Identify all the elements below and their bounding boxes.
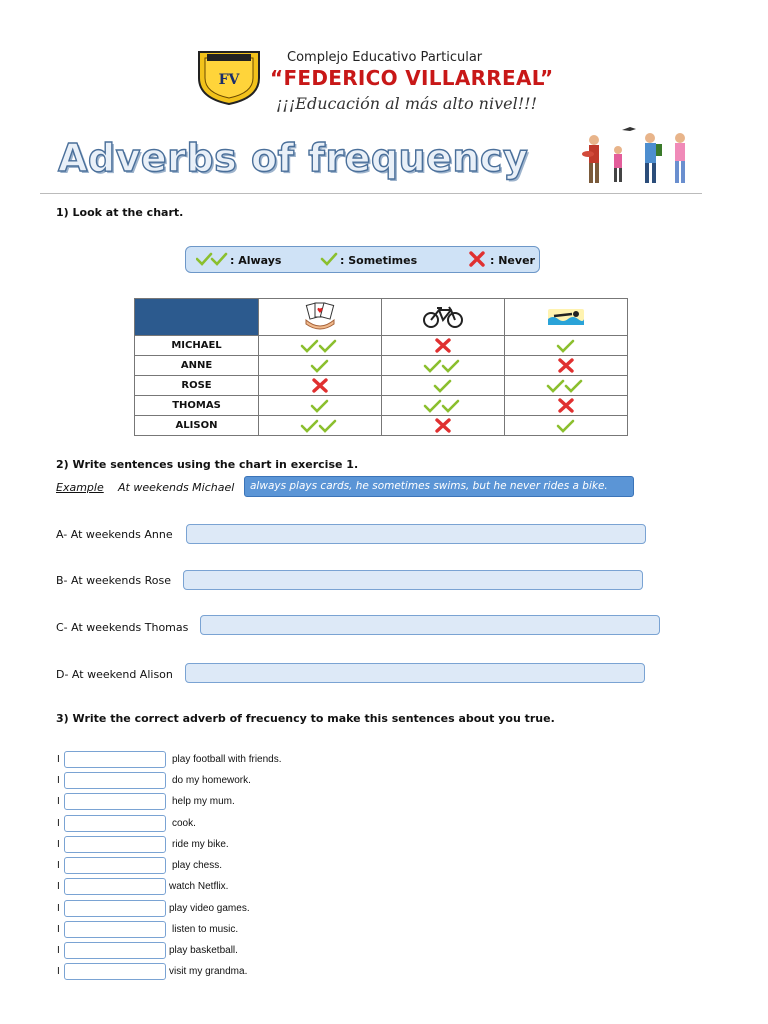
school-subtitle: Complejo Educativo Particular	[287, 50, 483, 65]
chart-header-corner	[135, 299, 259, 336]
pronoun-label: I	[57, 775, 60, 786]
item-d-label: D- At weekend Alison	[56, 668, 173, 681]
chart-cell-sometimes	[505, 416, 628, 436]
svg-text:♥: ♥	[316, 307, 324, 315]
cross-icon	[468, 250, 486, 268]
chart-row	[135, 396, 628, 416]
double-check-icon	[300, 338, 340, 354]
chart-cell-sometimes	[382, 376, 505, 396]
chart-cell-always	[259, 416, 382, 436]
double-check-icon	[423, 358, 463, 374]
chart-row	[135, 416, 628, 436]
sentence-ending: visit my grandma.	[169, 966, 248, 977]
cross-icon	[434, 337, 452, 354]
sentence-ending: cook.	[172, 818, 196, 829]
pronoun-label: I	[57, 966, 60, 977]
adverb-answer-field[interactable]	[64, 772, 166, 789]
sentence-ending: help my mum.	[172, 796, 235, 807]
chart-row	[135, 376, 628, 396]
double-check-icon	[423, 398, 463, 414]
header-divider	[40, 193, 702, 194]
check-icon	[433, 378, 453, 394]
cross-icon	[434, 417, 452, 434]
sentence-ending: ride my bike.	[172, 839, 229, 850]
cards-icon	[300, 302, 340, 332]
school-logo	[195, 48, 263, 106]
chart-row-name: ANNE	[135, 356, 259, 376]
pronoun-label: I	[57, 945, 60, 956]
chart-row	[135, 356, 628, 376]
check-icon	[556, 418, 576, 434]
school-name: “FEDERICO VILLARREAL”	[270, 66, 554, 90]
pronoun-label: I	[57, 818, 60, 829]
chart-cell-always	[259, 336, 382, 356]
pronoun-label: I	[57, 839, 60, 850]
sentence-ending: play football with friends.	[172, 754, 282, 765]
item-b-label: B- At weekends Rose	[56, 574, 171, 587]
chart-cell-always	[382, 356, 505, 376]
chart-row-name: ROSE	[135, 376, 259, 396]
chart-cell-sometimes	[259, 396, 382, 416]
chart-header-swimming	[505, 299, 628, 336]
chart-row-name: THOMAS	[135, 396, 259, 416]
chart-cell-always	[382, 396, 505, 416]
chart-cell-never	[382, 336, 505, 356]
chart-header-cards	[259, 299, 382, 336]
adverb-answer-field[interactable]	[64, 793, 166, 810]
sentence-ending: do my homework.	[172, 775, 251, 786]
legend-sometimes: : Sometimes	[340, 254, 418, 267]
adverb-answer-field[interactable]	[64, 878, 166, 895]
pronoun-label: I	[57, 903, 60, 914]
chart-cell-never	[505, 356, 628, 376]
item-c-label: C- At weekends Thomas	[56, 621, 189, 634]
adverb-answer-field[interactable]	[64, 751, 166, 768]
double-check-icon	[300, 418, 340, 434]
adverb-answer-field[interactable]	[64, 815, 166, 832]
pronoun-label: I	[57, 860, 60, 871]
check-icon	[320, 251, 338, 267]
chart-row	[135, 336, 628, 356]
sentence-ending: listen to music.	[172, 924, 239, 935]
pronoun-label: I	[57, 754, 60, 765]
svg-text:FV: FV	[218, 72, 240, 88]
adverb-answer-field[interactable]	[64, 921, 166, 938]
sentence-ending: play chess.	[172, 860, 223, 871]
example-intro: At weekends Michael	[118, 481, 235, 494]
school-motto: ¡¡¡Educación al más alto nivel!!!	[276, 94, 538, 113]
cross-icon	[311, 377, 329, 394]
item-c-answer-field[interactable]	[200, 615, 660, 635]
chart-cell-always	[505, 376, 628, 396]
legend-always: : Always	[230, 254, 282, 267]
item-d-answer-field[interactable]	[185, 663, 645, 683]
adverb-answer-field[interactable]	[64, 900, 166, 917]
bicycle-icon	[421, 304, 465, 330]
pronoun-label: I	[57, 881, 60, 892]
chart-legend	[185, 246, 540, 273]
swimming-icon	[544, 305, 588, 329]
chart-cell-sometimes	[259, 356, 382, 376]
item-a-label: A- At weekends Anne	[56, 528, 173, 541]
double-check-icon	[196, 251, 230, 267]
cross-icon	[557, 357, 575, 374]
frequency-chart	[134, 298, 628, 436]
chart-cell-never	[382, 416, 505, 436]
check-icon	[310, 398, 330, 414]
people-illustration	[580, 124, 700, 188]
page-title: Adverbs of frequency	[58, 136, 529, 180]
sentence-ending: play basketball.	[169, 945, 238, 956]
chart-cell-never	[259, 376, 382, 396]
example-label: Example	[56, 481, 104, 494]
part1-instruction: 1) Look at the chart.	[56, 206, 184, 219]
chart-row-name: ALISON	[135, 416, 259, 436]
item-a-answer-field[interactable]	[186, 524, 646, 544]
chart-header-bicycle	[382, 299, 505, 336]
adverb-answer-field[interactable]	[64, 963, 166, 980]
adverb-answer-field[interactable]	[64, 857, 166, 874]
part3-instruction: 3) Write the correct adverb of frecuency to make this sentences about you true.	[56, 712, 555, 725]
item-b-answer-field[interactable]	[183, 570, 643, 590]
cross-icon	[557, 397, 575, 414]
check-icon	[310, 358, 330, 374]
check-icon	[556, 338, 576, 354]
part2-instruction: 2) Write sentences using the chart in exercise 1.	[56, 458, 359, 471]
adverb-answer-field[interactable]	[64, 942, 166, 959]
legend-never: : Never	[490, 254, 535, 267]
chart-cell-sometimes	[505, 336, 628, 356]
chart-cell-never	[505, 396, 628, 416]
example-answer: always plays cards, he sometimes swims, but he never rides a bike.	[244, 476, 634, 497]
chart-row-name: MICHAEL	[135, 336, 259, 356]
pronoun-label: I	[57, 796, 60, 807]
pronoun-label: I	[57, 924, 60, 935]
double-check-icon	[546, 378, 586, 394]
sentence-ending: watch Netflix.	[169, 881, 229, 892]
sentence-ending: play video games.	[169, 903, 250, 914]
adverb-answer-field[interactable]	[64, 836, 166, 853]
